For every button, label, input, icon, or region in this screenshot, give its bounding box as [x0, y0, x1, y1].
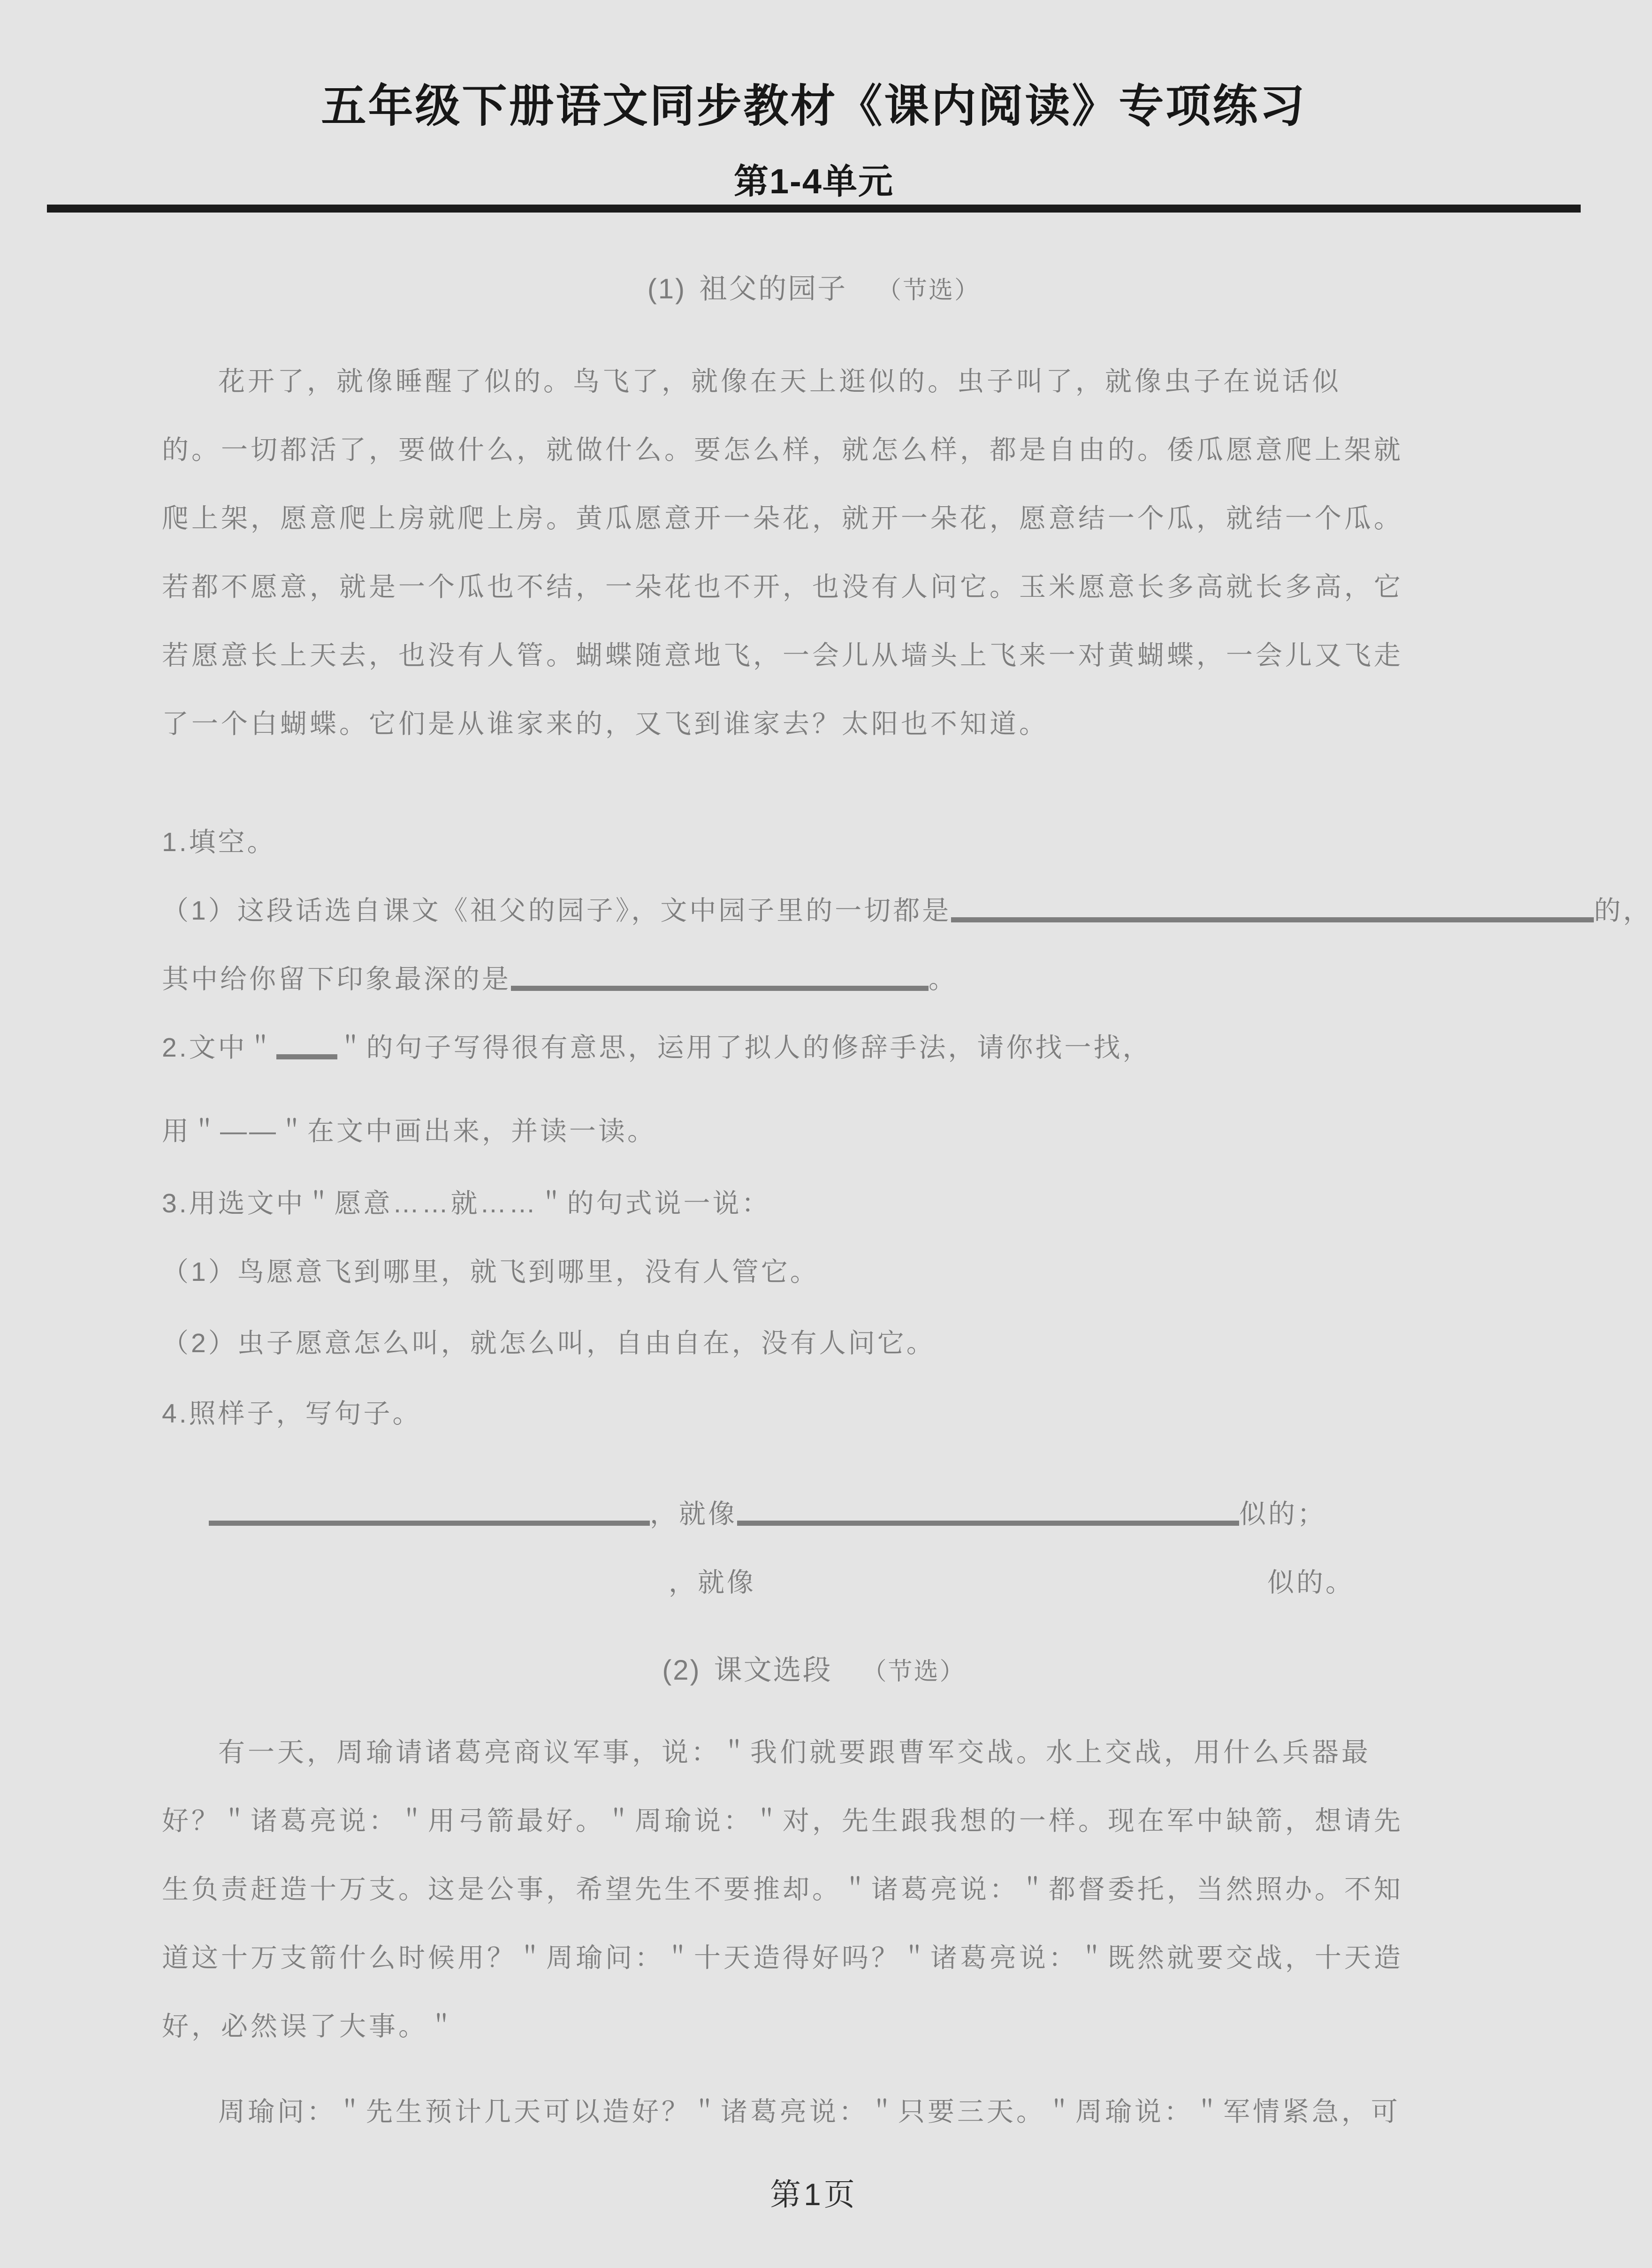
question-line: [162, 1379, 1501, 1448]
section-1-heading: [0, 266, 1628, 307]
answer-blank-underline: [737, 1502, 1239, 1526]
question-text: （1）鸟愿意飞到哪里，就飞到哪里，没有人管它。: [162, 1257, 819, 1287]
section-1-title: 祖父的园子: [699, 273, 847, 304]
answer-blank-space: [162, 1518, 209, 1523]
question-text: 似的。: [1267, 1568, 1355, 1598]
question-line: [162, 945, 1501, 1013]
passage-3-clipped: [162, 2078, 1501, 2149]
passage-line: 周瑜问：＂先生预计几天可以造好？＂诸葛亮说：＂只要三天。＂周瑜说：＂军情紧急，可: [218, 2097, 1401, 2127]
passage-line: 的。一切都活了，要做什么，就做什么。要怎么样，就怎么样，都是自由的。倭瓜愿意爬上架就: [162, 435, 1403, 465]
answer-blank-underline: [276, 1035, 337, 1059]
question-text: 1.填空。: [162, 827, 276, 857]
passage-line: 道这十万支箭什么时候用？＂周瑜问：＂十天造得好吗？＂诸葛亮说：＂既然就要交战，十天造: [162, 1943, 1403, 1973]
passage-line: 有一天，周瑜请诸葛亮商议军事，说：＂我们就要跟曹军交战。水上交战，用什么兵器最: [218, 1737, 1371, 1767]
passage-line: 若愿意长上天去，也没有人管。蝴蝶随意地飞，一会儿从墙头上飞来一对黄蝴蝶，一会儿又飞走: [162, 640, 1403, 670]
section-2-heading: [0, 1648, 1628, 1688]
answer-blank-space: [756, 1587, 1267, 1591]
page-number: 第1页: [770, 2177, 858, 2212]
question-text: 。: [929, 964, 958, 994]
page-subtitle: 第1-4单元: [734, 162, 894, 201]
passage-1: [162, 347, 1501, 758]
question-line: [162, 1548, 1501, 1617]
passage-line: 好，必然误了大事。＂: [162, 2011, 457, 2041]
passage-line: 花开了，就像睡醒了似的。鸟飞了，就像在天上逛似的。虫子叫了，就像虫子在说话似: [218, 366, 1341, 396]
exercise-questions: [162, 808, 1652, 1617]
question-text: 其中给你留下印象最深的是: [162, 964, 511, 994]
title-divider-rule: [47, 205, 1581, 213]
question-text: （1）这段话选自课文《祖父的园子》，文中园子里的一切都是: [162, 896, 952, 926]
question-line: [162, 876, 1652, 945]
passage-2: [162, 1718, 1501, 2061]
question-text: 3.用选文中＂愿意……就……＂的句式说一说：: [162, 1188, 771, 1218]
section-1-suffix: （节选）: [877, 277, 981, 304]
question-text: ，就像: [669, 1568, 756, 1598]
answer-blank-underline: [511, 967, 929, 991]
page-title: 五年级下册语文同步教材《课内阅读》专项练习: [321, 81, 1307, 131]
question-line: [162, 1013, 1501, 1082]
question-text: ，就像: [650, 1499, 737, 1529]
question-line: [162, 1238, 1501, 1306]
passage-line: 好？＂诸葛亮说：＂用弓箭最好。＂周瑜说：＂对，先生跟我想的一样。现在军中缺箭，想请先: [162, 1806, 1403, 1836]
question-line: [162, 1309, 1501, 1378]
answer-blank-underline: [209, 1502, 650, 1526]
question-text: 的，: [1594, 896, 1652, 926]
question-text: 似的；: [1239, 1499, 1326, 1529]
passage-line: 若都不愿意，就是一个瓜也不结，一朵花也不开，也没有人问它。玉米愿意长多高就长多高，它: [162, 572, 1403, 602]
question-text: 用＂——＂在文中画出来，并读一读。: [162, 1116, 656, 1146]
answer-blank-underline: [951, 898, 1594, 922]
answer-blank-space: [162, 1587, 669, 1591]
passage-line: 生负责赶造十万支。这是公事，希望先生不要推却。＂诸葛亮说：＂都督委托，当然照办。不知: [162, 1874, 1403, 1904]
section-1-number: (1): [647, 273, 686, 304]
question-text: ＂的句子写得很有意思，运用了拟人的修辞手法，请你找一找，: [337, 1033, 1152, 1063]
passage-line: 爬上架，愿意爬上房就爬上房。黄瓜愿意开一朵花，就开一朵花，愿意结一个瓜，就结一个瓜。: [162, 503, 1403, 533]
question-text: 2.文中＂: [162, 1033, 276, 1063]
question-text: （2）虫子愿意怎么叫，就怎么叫，自由自在，没有人问它。: [162, 1328, 936, 1358]
section-2-suffix: （节选）: [862, 1658, 966, 1685]
section-2-title: 课文选段: [714, 1654, 832, 1686]
question-text: 4.照样子，写句子。: [162, 1399, 422, 1429]
question-line: [162, 808, 1501, 876]
section-2-number: (2): [662, 1654, 701, 1686]
passage-line: 了一个白蝴蝶。它们是从谁家来的，又飞到谁家去？太阳也不知道。: [162, 709, 1049, 739]
question-line: [162, 1097, 1501, 1165]
question-line: [162, 1480, 1501, 1548]
question-line: [162, 1169, 1501, 1238]
